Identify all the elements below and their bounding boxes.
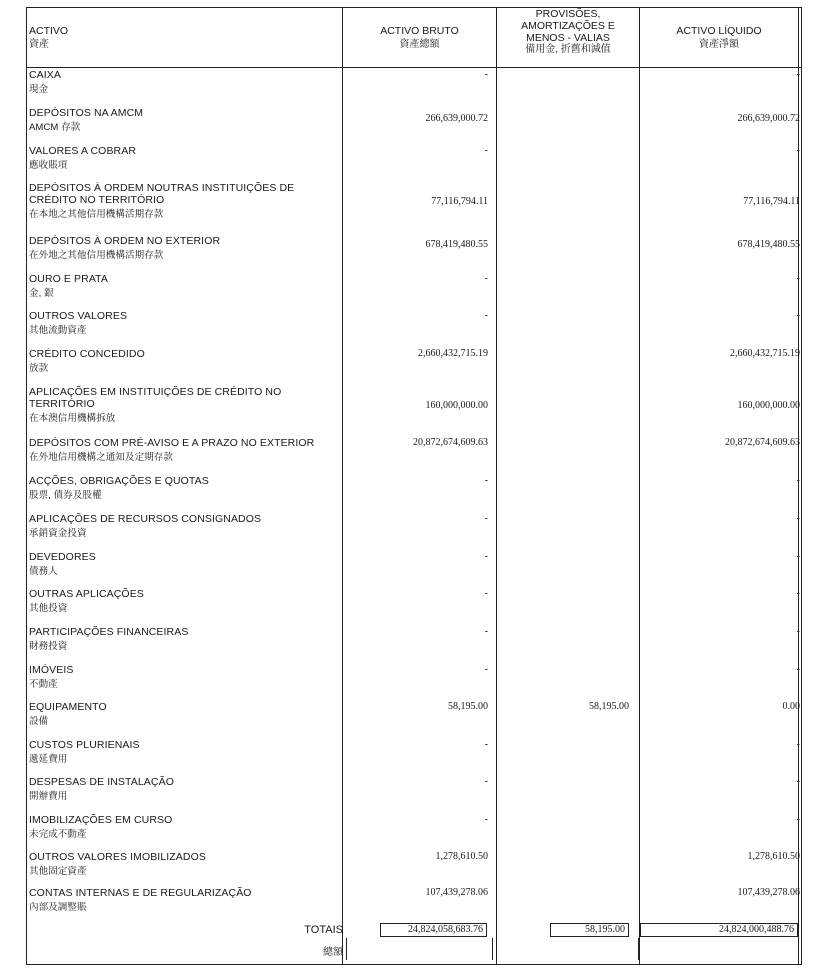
- row-label-zh: AMCM 存款: [29, 122, 81, 133]
- row-label-pt: DEPÓSITOS À ORDEM NO EXTERIOR: [29, 235, 221, 247]
- value-activo-liquido: -: [796, 310, 800, 321]
- balance-sheet-table: [26, 7, 802, 965]
- header-activo-liquido-pt: ACTIVO LÍQUIDO: [676, 25, 762, 37]
- header-provisoes: [497, 8, 639, 56]
- value-activo-bruto: -: [484, 814, 488, 825]
- value-activo-liquido: 266,639,000.72: [737, 113, 800, 124]
- header-activo: [29, 25, 329, 51]
- value-activo-liquido: -: [796, 664, 800, 675]
- value-activo-liquido: 2,660,432,715.19: [730, 348, 800, 359]
- value-activo-bruto: 160,000,000.00: [425, 400, 488, 411]
- row-label: [29, 348, 329, 375]
- row-label: [29, 814, 329, 841]
- row-label-zh: 股票, 債券及股權: [29, 490, 102, 501]
- row-label: [29, 310, 329, 337]
- value-activo-bruto: 1,278,610.50: [435, 851, 488, 862]
- value-activo-bruto: -: [484, 588, 488, 599]
- row-label-pt: DEVEDORES: [29, 551, 96, 563]
- value-activo-liquido: 77,116,794.11: [743, 196, 800, 207]
- row-label-zh: 在外地之其他信用機構活期存款: [29, 250, 164, 261]
- row-label-pt: ACÇÕES, OBRIGAÇÕES E QUOTAS: [29, 475, 209, 487]
- column-divider: [639, 8, 640, 964]
- row-label-pt: CONTAS INTERNAS E DE REGULARIZAÇÃO: [29, 887, 252, 899]
- row-label-pt: APLICAÇÕES DE RECURSOS CONSIGNADOS: [29, 513, 262, 525]
- total-activo-bruto: 24,824,058,683.76: [380, 923, 487, 937]
- row-label-pt: VALORES A COBRAR: [29, 145, 137, 157]
- value-activo-bruto: -: [484, 626, 488, 637]
- totals-label-zh: 總額: [323, 947, 343, 958]
- row-label-pt: DEPÓSITOS COM PRÉ-AVISO E A PRAZO NO EXTERIOR: [29, 437, 315, 449]
- value-activo-bruto: -: [484, 664, 488, 675]
- row-label-pt: IMOBILIZAÇÕES EM CURSO: [29, 814, 173, 826]
- row-label-pt: CUSTOS PLURIENAIS: [29, 739, 140, 751]
- header-divider: [27, 67, 801, 68]
- header-activo-liquido: [640, 25, 798, 51]
- total-provisoes: 58,195.00: [550, 923, 629, 937]
- row-label: [29, 235, 329, 262]
- row-label-pt: APLICAÇÕES EM INSTITUIÇÕES DE CRÉDITO NO TERRITÓRIO: [29, 386, 282, 410]
- row-label-pt: OURO E PRATA: [29, 273, 108, 285]
- row-label-pt: OUTROS VALORES: [29, 310, 128, 322]
- value-activo-bruto: -: [484, 513, 488, 524]
- value-activo-bruto: -: [484, 145, 488, 156]
- value-activo-liquido: -: [796, 626, 800, 637]
- header-activo-zh: 資產: [29, 39, 49, 50]
- row-label-pt: DEPÓSITOS À ORDEM NOUTRAS INSTITUIÇÕES DE CRÉDITO NO TERRITÓRIO: [29, 182, 295, 206]
- row-label-zh: 其他固定資產: [29, 866, 87, 877]
- row-label-zh: 其他投資: [29, 603, 68, 614]
- value-activo-liquido: 1,278,610.50: [747, 851, 800, 862]
- value-activo-bruto: 2,660,432,715.19: [418, 348, 488, 359]
- total-activo-liquido: 24,824,000,488.76: [640, 923, 798, 937]
- value-activo-liquido: -: [796, 69, 800, 80]
- value-activo-liquido: -: [796, 475, 800, 486]
- row-label: [29, 551, 329, 578]
- value-activo-liquido: -: [796, 739, 800, 750]
- row-label: [29, 887, 329, 914]
- row-label: [29, 664, 329, 691]
- row-label: [29, 107, 329, 134]
- row-label: [29, 776, 329, 803]
- value-activo-bruto: -: [484, 475, 488, 486]
- row-label: [29, 851, 329, 878]
- header-activo-pt: ACTIVO: [29, 25, 69, 37]
- value-activo-liquido: 678,419,480.55: [737, 239, 800, 250]
- row-label: [29, 626, 329, 653]
- row-label-zh: 應收賬項: [29, 160, 68, 171]
- row-label: [29, 701, 329, 728]
- value-activo-bruto: 678,419,480.55: [425, 239, 488, 250]
- value-activo-liquido: -: [796, 513, 800, 524]
- row-label-pt: IMÓVEIS: [29, 664, 74, 676]
- row-label-zh: 放款: [29, 363, 49, 374]
- row-label: [29, 273, 329, 300]
- row-label-zh: 承銷資金投資: [29, 528, 87, 539]
- value-activo-bruto: -: [484, 776, 488, 787]
- row-label-pt: DEPÓSITOS NA AMCM: [29, 107, 144, 119]
- value-activo-bruto: 107,439,278.06: [425, 887, 488, 898]
- row-label-zh: 其他流動資產: [29, 325, 87, 336]
- header-provisoes-zh: 備用金, 折舊和減值: [525, 44, 611, 55]
- header-provisoes-pt3: MENOS - VALIAS: [526, 32, 610, 44]
- value-activo-bruto: 20,872,674,609.63: [413, 437, 488, 448]
- value-activo-liquido: -: [796, 551, 800, 562]
- value-activo-bruto: -: [484, 551, 488, 562]
- value-activo-liquido: -: [796, 273, 800, 284]
- row-label: [29, 145, 329, 172]
- row-label-pt: DESPESAS DE INSTALAÇÃO: [29, 776, 174, 788]
- row-label: [29, 513, 329, 540]
- value-activo-liquido: -: [796, 776, 800, 787]
- value-activo-liquido: -: [796, 814, 800, 825]
- row-label-pt: EQUIPAMENTO: [29, 701, 107, 713]
- row-label: [29, 386, 329, 425]
- row-label-zh: 設備: [29, 716, 49, 727]
- header-provisoes-pt2: AMORTIZAÇÕES E: [521, 20, 615, 32]
- row-label-pt: CAIXA: [29, 69, 62, 81]
- row-label: [29, 182, 329, 221]
- header-activo-bruto: [343, 25, 496, 51]
- value-activo-bruto: 58,195.00: [448, 701, 488, 712]
- row-label-pt: CRÉDITO CONCEDIDO: [29, 348, 145, 360]
- row-label: [29, 475, 329, 502]
- row-label-zh: 金, 銀: [29, 288, 54, 299]
- value-activo-liquido: -: [796, 588, 800, 599]
- value-activo-liquido: 107,439,278.06: [737, 887, 800, 898]
- value-activo-bruto: -: [484, 739, 488, 750]
- row-label-pt: OUTRAS APLICAÇÕES: [29, 588, 144, 600]
- value-provisoes: 58,195.00: [589, 701, 629, 712]
- row-label-zh: 現金: [29, 84, 49, 95]
- header-activo-bruto-pt: ACTIVO BRUTO: [380, 25, 459, 37]
- row-label: [29, 739, 329, 766]
- row-label-zh: 在本澳信用機構拆放: [29, 413, 116, 424]
- value-activo-liquido: 0.00: [782, 701, 800, 712]
- value-activo-liquido: -: [796, 145, 800, 156]
- row-label-zh: 債務人: [29, 566, 58, 577]
- row-label-zh: 內部及調整賬: [29, 902, 87, 913]
- totals-label-pt: TOTAIS: [304, 924, 343, 936]
- row-label: [29, 588, 329, 615]
- value-activo-liquido: 20,872,674,609.63: [725, 437, 800, 448]
- header-activo-bruto-zh: 資產總額: [399, 39, 440, 50]
- header-activo-liquido-zh: 資產淨額: [699, 39, 739, 50]
- row-label: [29, 69, 329, 96]
- value-activo-bruto: -: [484, 310, 488, 321]
- value-activo-liquido: 160,000,000.00: [737, 400, 800, 411]
- row-label: [29, 437, 329, 464]
- value-activo-bruto: -: [484, 69, 488, 80]
- row-label-pt: OUTROS VALORES IMOBILIZADOS: [29, 851, 206, 863]
- row-label-zh: 遞延費用: [29, 754, 68, 765]
- row-label-zh: 不動產: [29, 679, 58, 690]
- row-label-zh: 財務投資: [29, 641, 68, 652]
- column-divider: [496, 8, 497, 964]
- row-label-zh: 在本地之其他信用機構活期存款: [29, 209, 164, 220]
- header-provisoes-pt1: PROVISÕES,: [535, 8, 601, 20]
- row-label-zh: 開辦費用: [29, 791, 68, 802]
- value-activo-bruto: 266,639,000.72: [425, 113, 488, 124]
- value-activo-bruto: 77,116,794.11: [431, 196, 488, 207]
- row-label-pt: PARTICIPAÇÕES FINANCEIRAS: [29, 626, 189, 638]
- row-label-zh: 未完成不動產: [29, 829, 87, 840]
- value-activo-bruto: -: [484, 273, 488, 284]
- row-label-zh: 在外地信用機構之通知及定期存款: [29, 452, 174, 463]
